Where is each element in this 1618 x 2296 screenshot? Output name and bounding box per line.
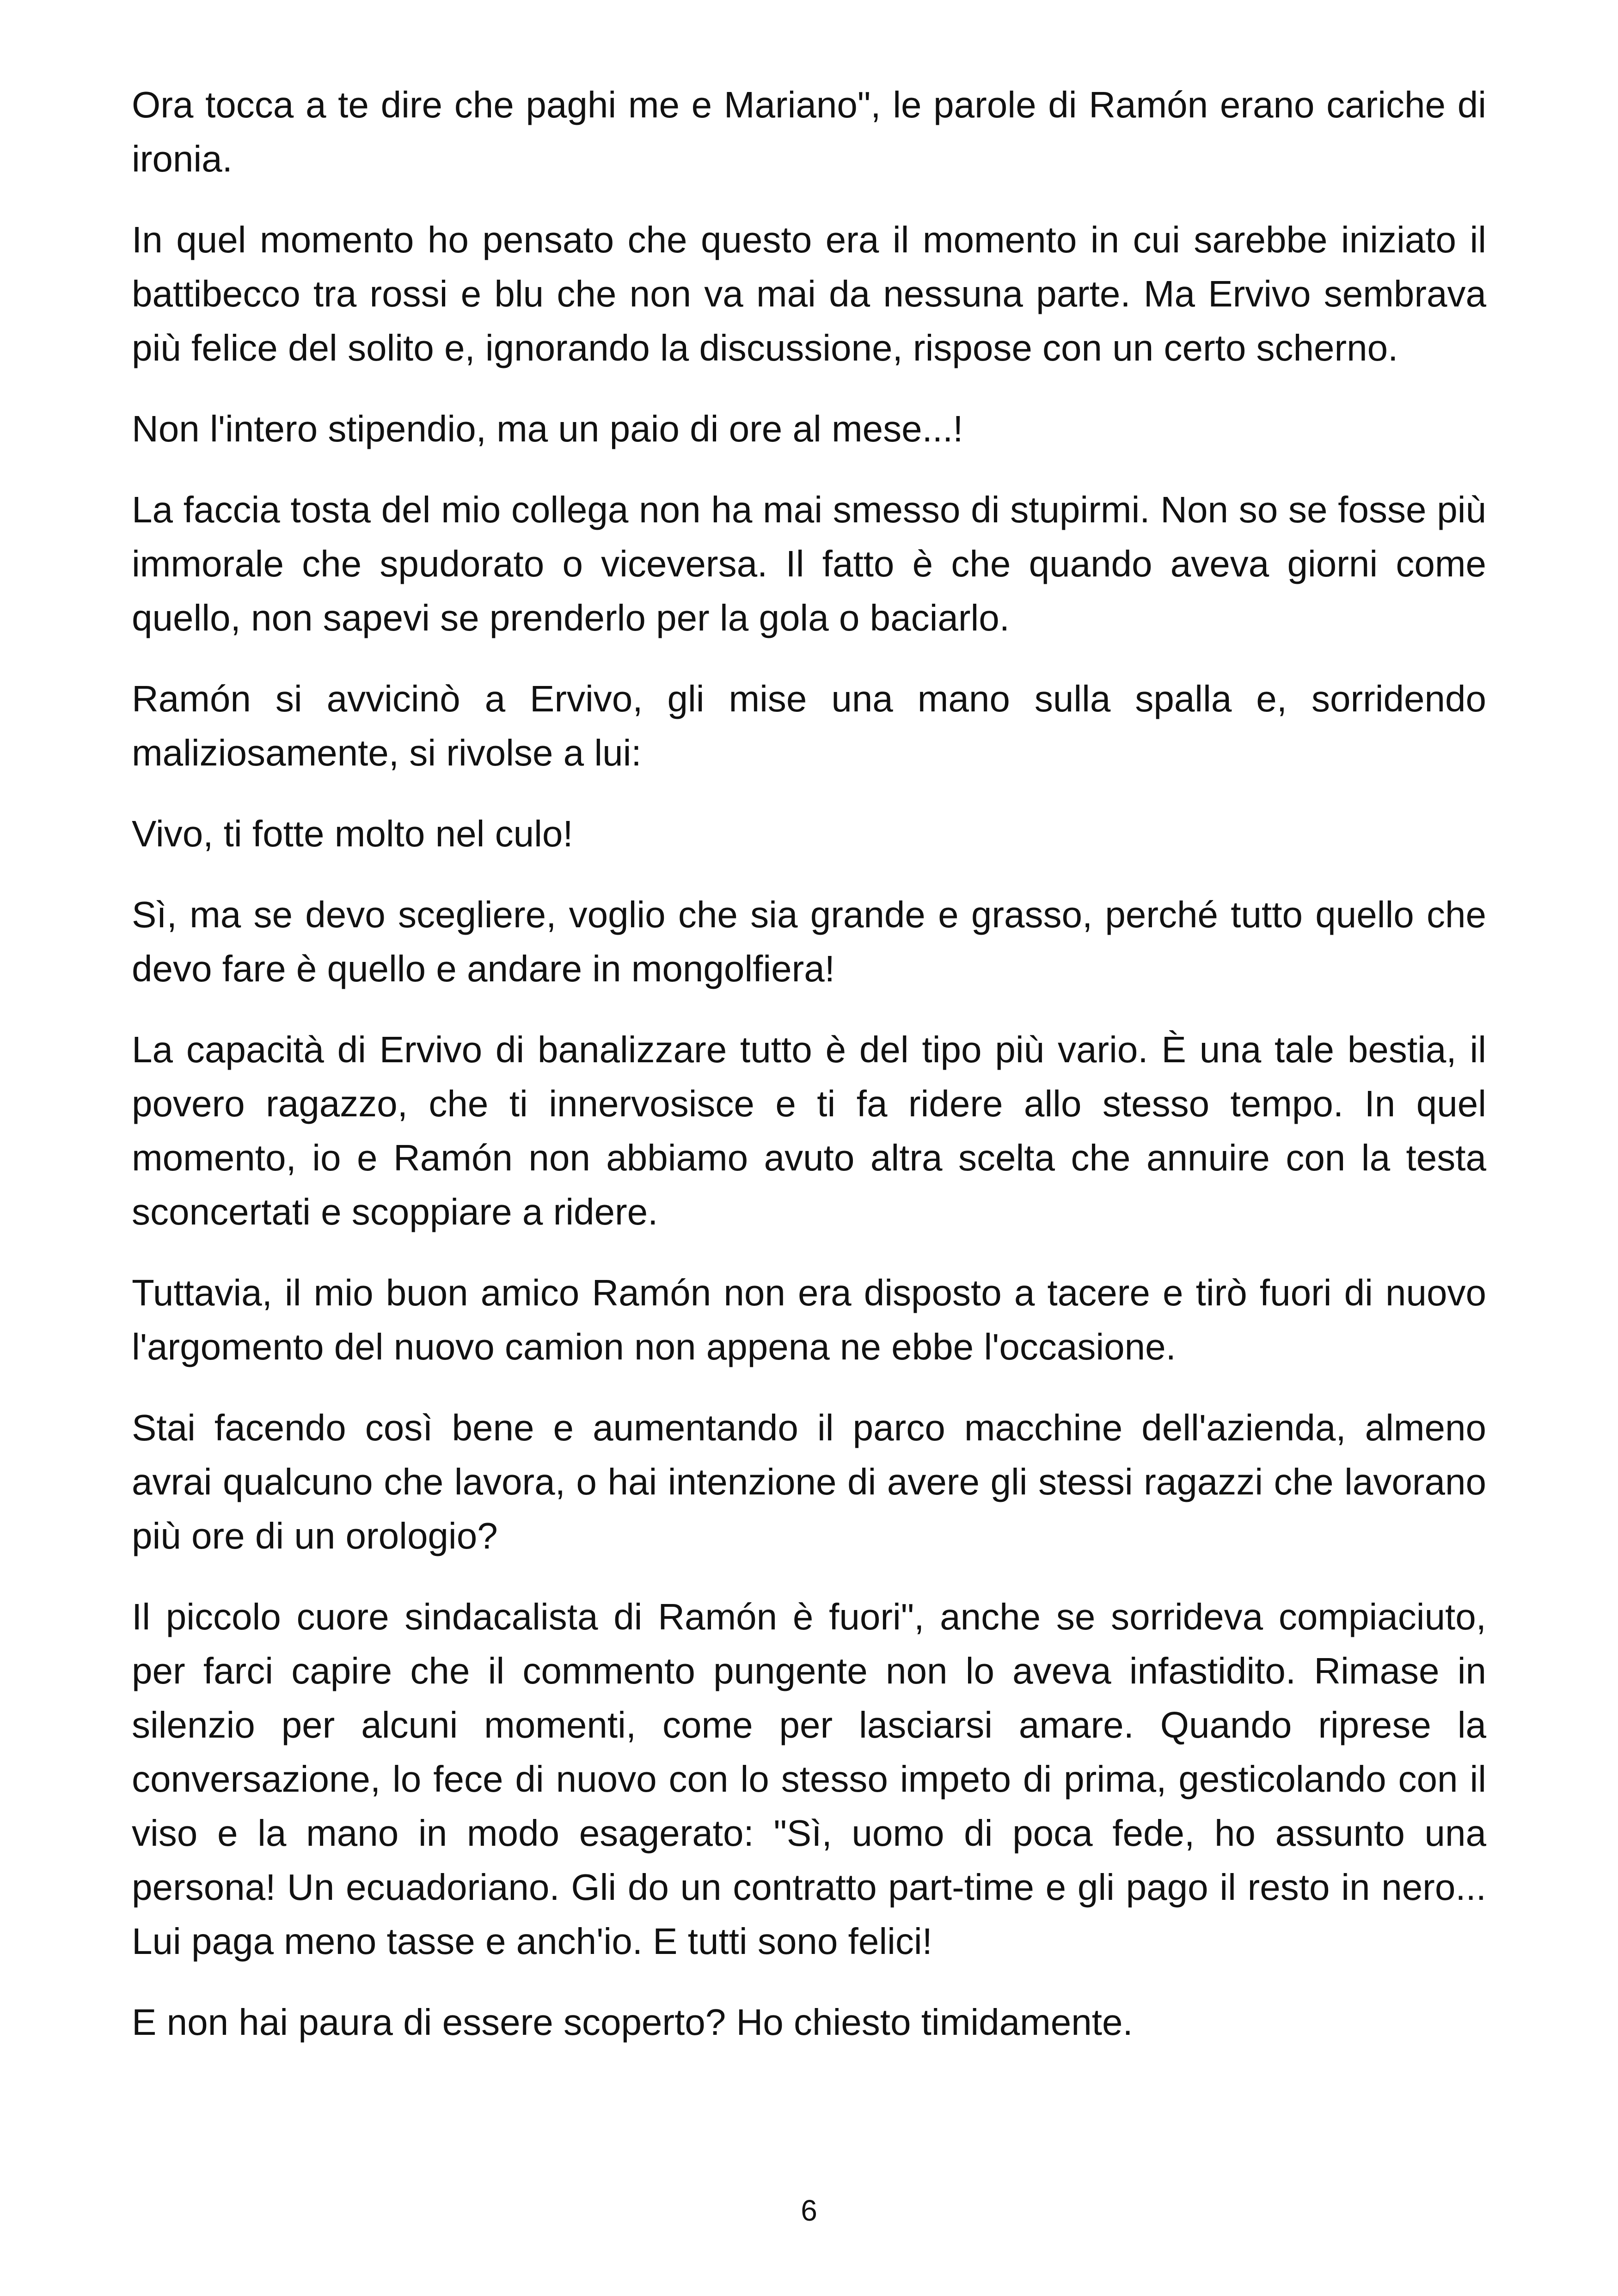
page-number: 6 bbox=[801, 2194, 817, 2227]
paragraph: Il piccolo cuore sindacalista di Ramón è fuori", anche se sorrideva compiaciuto, per farci capire che il commento pungente non lo aveva infastidito. Rimase in silenzio per alcuni momenti, come per lasciarsi amare. Quando riprese la conversazione, lo fece di nuovo con lo stesso impeto di prima, gesticolando con il viso e la mano in modo esagerato: "Sì, uomo di poca fede, ho assunto una persona! Un ecuadoriano. Gli do un contratto part-time e gli pago il resto in nero... Lui paga meno tasse e anch'io. E tutti sono felici! bbox=[132, 1596, 1486, 1962]
paragraph: Tuttavia, il mio buon amico Ramón non era disposto a tacere e tirò fuori di nuovo l'argomento del nuovo camion non appena ne ebbe l'occasione. bbox=[132, 1272, 1486, 1367]
body-text bbox=[132, 78, 1486, 2076]
paragraph: La capacità di Ervivo di banalizzare tutto è del tipo più vario. È una tale bestia, il povero ragazzo, che ti innervosisce e ti fa ridere allo stesso tempo. In quel momento, io e Ramón non abbiamo avuto altra scelta che annuire con la testa sconcertati e scoppiare a ridere. bbox=[132, 1029, 1486, 1232]
paragraph: Ramón si avvicinò a Ervivo, gli mise una mano sulla spalla e, sorridendo maliziosamente, si rivolse a lui: bbox=[132, 678, 1486, 773]
paragraph: In quel momento ho pensato che questo era il momento in cui sarebbe iniziato il battibecco tra rossi e blu che non va mai da nessuna parte. Ma Ervivo sembrava più felice del solito e, ignorando la discussione, rispose con un certo scherno. bbox=[132, 219, 1486, 368]
paragraph: Ora tocca a te dire che paghi me e Mariano", le parole di Ramón erano cariche di ironia. bbox=[132, 84, 1486, 179]
paragraph: Non l'intero stipendio, ma un paio di ore al mese...! bbox=[132, 408, 963, 449]
paragraph: Stai facendo così bene e aumentando il parco macchine dell'azienda, almeno avrai qualcuno che lavora, o hai intenzione di avere gli stessi ragazzi che lavorano più ore di un orologio? bbox=[132, 1407, 1486, 1556]
paragraph: Sì, ma se devo scegliere, voglio che sia grande e grasso, perché tutto quello che devo fare è quello e andare in mongolfiera! bbox=[132, 894, 1486, 989]
paragraph: E non hai paura di essere scoperto? Ho chiesto timidamente. bbox=[132, 2002, 1133, 2043]
paragraph: Vivo, ti fotte molto nel culo! bbox=[132, 813, 573, 854]
paragraph: La faccia tosta del mio collega non ha mai smesso di stupirmi. Non so se fosse più immorale che spudorato o viceversa. Il fatto è che quando aveva giorni come quello, non sapevi se prenderlo per la gola o baciarlo. bbox=[132, 489, 1486, 638]
